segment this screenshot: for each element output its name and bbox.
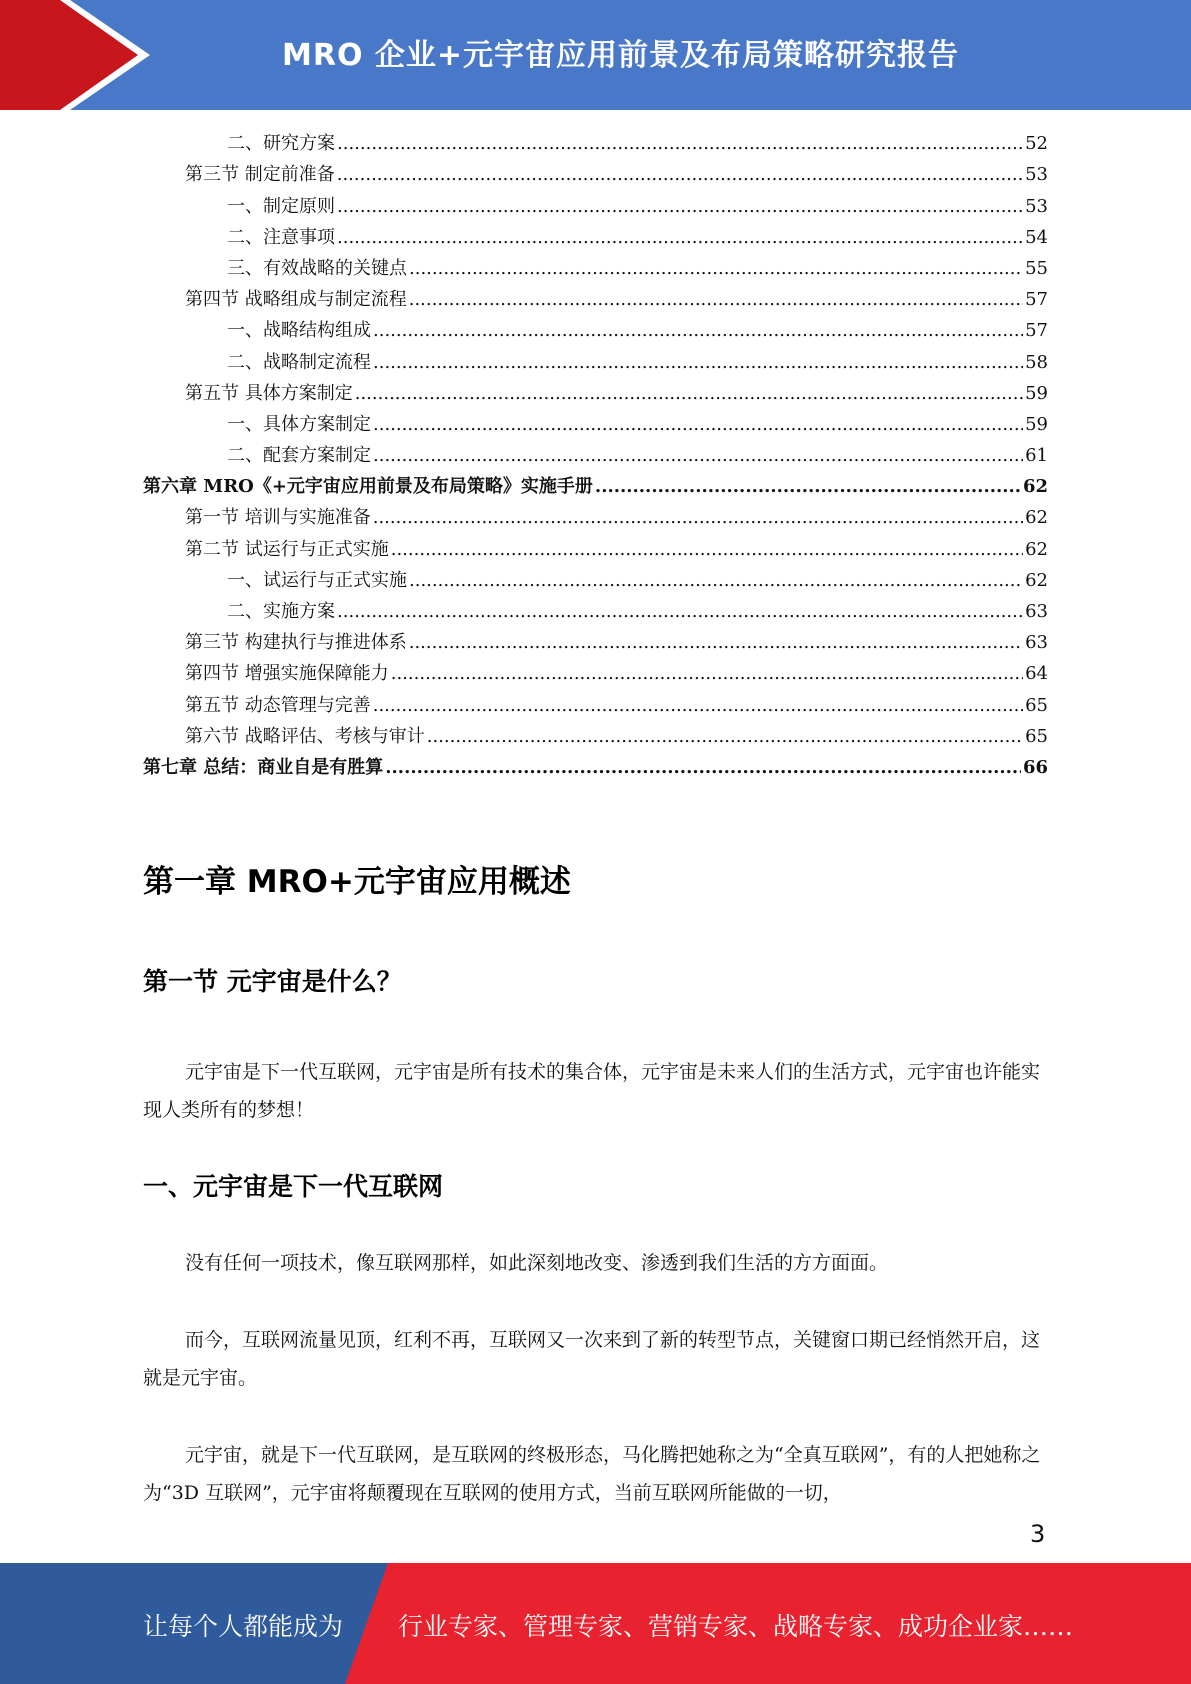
section-heading: 第一节 元宇宙是什么？ [143, 967, 402, 996]
toc-entry[interactable] [143, 315, 1048, 346]
toc-entry-page: 63 [1025, 632, 1048, 654]
footer-banner [0, 1563, 1191, 1684]
subsection-heading: 一、元宇宙是下一代互联网 [143, 1172, 444, 1201]
intro-paragraph: 元宇宙是下一代互联网，元宇宙是所有技术的集合体，元宇宙是未来人们的生活方式，元宇宙也许能实现人类所有的梦想！ [143, 1061, 1041, 1121]
toc-entry-page: 52 [1025, 133, 1048, 155]
toc-dot-leader [427, 721, 1023, 752]
toc-entry-title: 第六章 MRO《+元宇宙应用前景及布局策略》实施手册 [143, 476, 593, 498]
toc-entry-title: 第一节 培训与实施准备 [185, 507, 371, 529]
header-banner [0, 0, 1191, 110]
toc-entry-title: 一、战略结构组成 [227, 320, 371, 342]
page-number: 3 [1030, 1520, 1046, 1548]
toc-dot-leader [337, 191, 1023, 222]
toc-dot-leader [385, 752, 1021, 783]
toc-entry-title: 二、实施方案 [227, 601, 335, 622]
toc-dot-leader [409, 627, 1023, 658]
toc-entry-title: 一、制定原则 [227, 195, 335, 217]
toc-entry-title: 一、试运行与正式实施 [227, 569, 407, 591]
toc-dot-leader [373, 347, 1023, 378]
toc-dot-leader [391, 534, 1023, 565]
toc-entry[interactable] [143, 596, 1048, 627]
toc-dot-leader [337, 222, 1023, 253]
toc-entry-page: 62 [1025, 507, 1048, 529]
toc-entry[interactable] [143, 689, 1048, 720]
toc-entry[interactable] [143, 658, 1048, 689]
toc-entry-page: 63 [1025, 601, 1048, 622]
toc-entry-title: 二、战略制定流程 [227, 351, 371, 373]
body-paragraph-3: 元宇宙，就是下一代互联网，是互联网的终极形态，马化腾把她称之为“全真互联网”，有的人把她称之为“3D 互联网”，元宇宙将颠覆现在互联网的使用方式，当前互联网所能做的一切， [143, 1444, 1041, 1504]
toc-entry[interactable] [143, 471, 1048, 502]
toc-entry-title: 二、注意事项 [227, 226, 335, 248]
toc-entry[interactable] [143, 253, 1048, 284]
footer-slogan-right: 行业专家、管理专家、营销专家、战略专家、成功企业家…… [398, 1612, 1074, 1641]
toc-entry-page: 64 [1025, 663, 1048, 685]
toc-entry[interactable] [143, 159, 1048, 190]
toc-entry[interactable] [143, 502, 1048, 533]
toc-entry-page: 62 [1025, 538, 1048, 560]
toc-entry[interactable] [143, 627, 1048, 658]
toc-dot-leader [373, 502, 1023, 533]
toc-entry-title: 第七章 总结：商业自是有胜算 [143, 756, 384, 778]
chapter-heading: 第一章 MRO+元宇宙应用概述 [143, 864, 571, 900]
toc-entry-page: 55 [1025, 257, 1048, 279]
toc-entry-title: 第三节 制定前准备 [185, 164, 335, 186]
toc-entry-title: 第二节 试运行与正式实施 [185, 538, 389, 560]
toc-entry[interactable] [143, 409, 1048, 440]
toc-entry-page: 59 [1025, 413, 1048, 435]
toc-entry[interactable] [143, 440, 1048, 471]
toc-entry-page: 58 [1025, 351, 1048, 373]
body-paragraph-2: 而今，互联网流量见顶，红利不再，互联网又一次来到了新的转型节点，关键窗口期已经悄然开启，这就是元宇宙。 [143, 1329, 1041, 1389]
toc-dot-leader [373, 440, 1023, 471]
toc-dot-leader [391, 658, 1023, 689]
toc-entry-page: 66 [1022, 756, 1048, 778]
toc-dot-leader [337, 159, 1023, 190]
toc-entry-page: 54 [1025, 226, 1048, 248]
toc-entry-page: 53 [1025, 195, 1048, 217]
toc-entry[interactable] [143, 752, 1048, 783]
toc-dot-leader [337, 128, 1023, 159]
toc-entry-title: 二、研究方案 [227, 133, 335, 155]
table-of-contents [143, 128, 1048, 783]
toc-entry-title: 第六节 战略评估、考核与审计 [185, 725, 425, 747]
toc-dot-leader [409, 253, 1023, 284]
toc-dot-leader [409, 565, 1023, 596]
toc-entry-title: 一、具体方案制定 [227, 413, 371, 435]
footer-slogan-left: 让每个人都能成为 [143, 1612, 344, 1641]
toc-dot-leader [409, 284, 1023, 315]
report-title: MRO 企业+元宇宙应用前景及布局策略研究报告 [282, 38, 960, 73]
toc-entry-title: 二、配套方案制定 [227, 445, 371, 467]
toc-entry-title: 第五节 具体方案制定 [185, 382, 353, 404]
toc-entry-page: 62 [1025, 569, 1048, 591]
toc-entry-page: 62 [1022, 476, 1048, 498]
toc-entry[interactable] [143, 222, 1048, 253]
toc-entry[interactable] [143, 565, 1048, 596]
toc-entry[interactable] [143, 721, 1048, 752]
toc-entry[interactable] [143, 128, 1048, 159]
toc-entry[interactable] [143, 533, 1048, 564]
toc-entry-page: 57 [1025, 320, 1048, 342]
toc-entry[interactable] [143, 378, 1048, 409]
toc-entry-page: 59 [1025, 382, 1048, 404]
toc-dot-leader [355, 378, 1023, 409]
toc-entry-title: 三、有效战略的关键点 [227, 257, 407, 279]
toc-entry-page: 65 [1025, 725, 1048, 747]
toc-dot-leader [595, 471, 1021, 502]
toc-entry-title: 第四节 战略组成与制定流程 [185, 289, 407, 311]
toc-entry-title: 第三节 构建执行与推进体系 [185, 632, 407, 654]
toc-entry-title: 第四节 增强实施保障能力 [185, 663, 389, 685]
toc-entry-page: 57 [1025, 289, 1048, 311]
toc-entry[interactable] [143, 190, 1048, 221]
toc-dot-leader [337, 596, 1023, 627]
toc-entry[interactable] [143, 346, 1048, 377]
toc-entry[interactable] [143, 284, 1048, 315]
toc-entry-page: 61 [1025, 445, 1048, 467]
toc-entry-page: 65 [1025, 694, 1048, 716]
red-chevron-decoration [0, 0, 150, 110]
toc-dot-leader [373, 690, 1023, 721]
toc-entry-title: 第五节 动态管理与完善 [185, 694, 371, 716]
body-paragraph-1: 没有任何一项技术，像互联网那样，如此深刻地改变、渗透到我们生活的方方面面。 [185, 1252, 889, 1274]
toc-dot-leader [373, 315, 1023, 346]
toc-entry-page: 53 [1025, 164, 1048, 186]
toc-dot-leader [373, 409, 1023, 440]
